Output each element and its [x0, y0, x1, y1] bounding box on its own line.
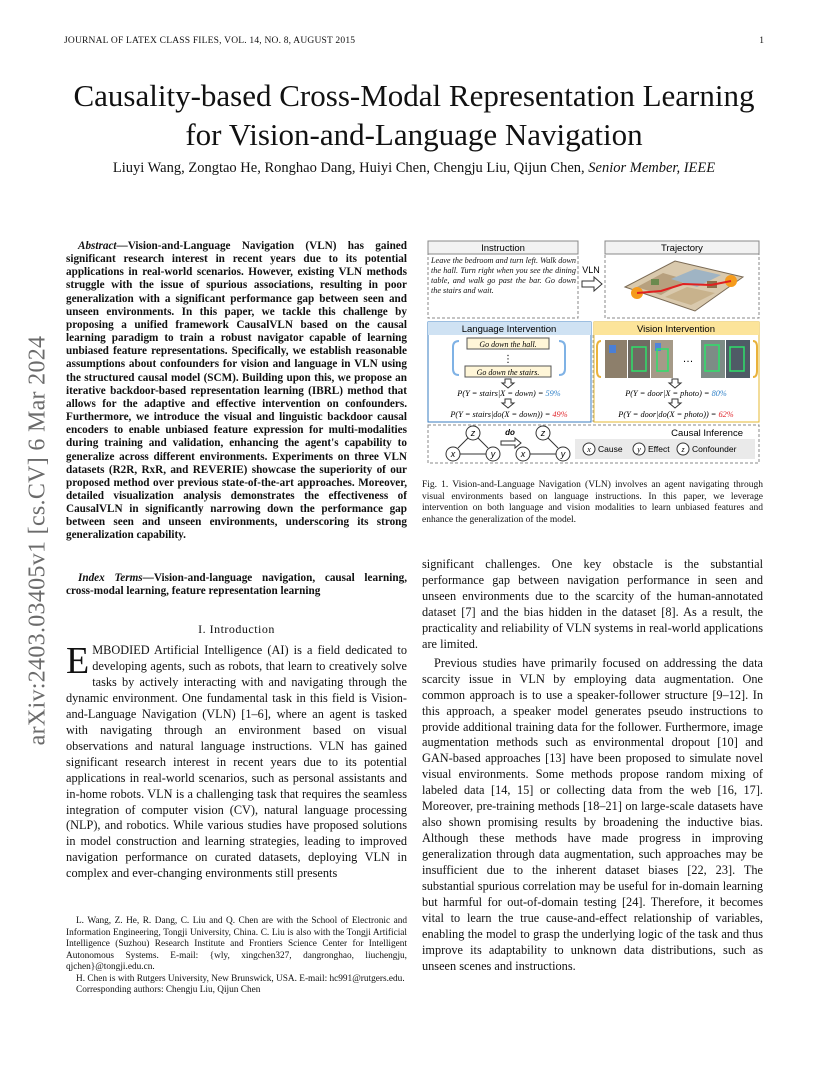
node-z-1: z — [470, 428, 476, 438]
instruction-text-box — [431, 256, 576, 318]
intro-paragraph — [66, 640, 407, 882]
causal-graph-after — [516, 426, 570, 461]
lang-prob-1-value: 59% — [545, 389, 561, 398]
author-list — [64, 160, 764, 177]
caption-text: Vision-and-Language Navigation (VLN) involves an agent navigating through visual environments based on language instructions. In this paper, we leverage intervention on both language and vision modalities to learn unbiased features and enhance the generalization of the model. — [422, 480, 763, 525]
vision-prob-1-expr: P(Y = door|X = photo) = — [625, 389, 712, 398]
vision-prob-1 — [624, 389, 727, 398]
instruction-title: Instruction — [481, 243, 525, 254]
journal-header: JOURNAL OF LATEX CLASS FILES, VOL. 14, NO. 8, AUGUST 2015 — [64, 36, 356, 46]
vision-prob-1-value: 80% — [711, 389, 727, 398]
do-arrow-icon — [501, 438, 521, 448]
figure-caption — [422, 480, 763, 526]
vision-prob-2 — [617, 410, 734, 419]
figure-1-svg — [425, 237, 762, 467]
instruction-text: Leave the bedroom and turn left. Walk down the hall. Turn right when you see the dining table, and walk go past the bar. Go down the stairs and wait. — [431, 256, 576, 295]
language-title: Language Intervention — [461, 324, 557, 335]
arxiv-stamp — [8, 292, 68, 802]
index-terms-label: Index Terms — [78, 572, 143, 584]
do-label: do — [505, 428, 515, 437]
vision-room-images — [605, 340, 750, 378]
abstract-label: Abstract — [78, 240, 117, 252]
node-y-1: y — [490, 449, 496, 459]
vision-title: Vision Intervention — [637, 324, 715, 335]
vision-prob-2-expr: P(Y = door|do(X = photo)) = — [618, 410, 719, 419]
lang-dots: ⋮ — [503, 354, 513, 365]
legend-items — [583, 443, 737, 455]
node-z-2: z — [540, 428, 546, 438]
vision-down-arrow-2-icon — [669, 399, 681, 408]
vln-arrow-icon — [582, 277, 602, 291]
vision-down-arrow-icon — [669, 379, 681, 388]
page-number: 1 — [759, 36, 764, 46]
figure-1 — [425, 237, 762, 467]
right-column-text — [422, 557, 763, 975]
footnote-affiliation: L. Wang, Z. He, R. Dang, C. Liu and Q. Chen are with the School of Electronic and Information Engineering, Tongji University, China. C. Liu is also with the Tongji Artificial Intelligence (Suzhou) Research Institute and Frontiers Science Center for Intelligent Autonomous Systems. E-mail: {wly, xingchen327, dangronghao, liuchengju, qjchen}@tongji.edu.cn. — [66, 916, 407, 972]
lang-prob-2-value: 49% — [552, 410, 568, 419]
legend-cause: Cause — [598, 444, 623, 454]
paper-title: Causality-based Cross-Modal Representation Learning for Vision-and-Language Navigation — [73, 78, 755, 152]
node-x-2: x — [520, 449, 526, 459]
trajectory-title: Trajectory — [661, 243, 703, 254]
index-terms — [66, 572, 407, 598]
col2-paragraph-1: significant challenges. One key obstacle is the substantial performance gap between navigation performance in seen and unseen environments due to the scarcity of the human-annotated dataset [7] and the bias hidden in the dataset [8]. As a result, the practicality and reliability of VLN systems in real-world applications are limited. — [422, 557, 763, 651]
arxiv-stamp-text: arXiv:2403.03405v1 [cs.CV] 6 Mar 2024 — [24, 335, 51, 746]
lang-down-arrow-icon — [502, 379, 514, 388]
legend-y-node: y — [637, 445, 641, 454]
causal-graph-before — [446, 426, 500, 461]
vision-prob-2-value: 62% — [718, 410, 734, 419]
lang-prob-2 — [449, 410, 567, 419]
lang-prob-1-expr: P(Y = stairs|X = down) = — [457, 389, 546, 398]
legend-confounder: Confounder — [692, 444, 737, 454]
vision-dots: … — [682, 353, 694, 365]
drop-cap: E — [66, 640, 90, 682]
abstract-text: —Vision-and-Language Navigation (VLN) has gained significant research interest in recent years due to its potential applications in real-world scenarios. However, existing VLN methods struggle with the issue of spurious associations, resulting in poor generalization with a significant performance gap between seen and unseen environments. In this paper, we tackle this challenge by proposing a unified framework CausalVLN based on the causal learning paradigm to train a robust navigator capable of learning unbiased feature representations. Specifically, we establish reasonable assumptions about confounders for vision and language in VLN using the structured causal model (SCM). Building upon this, we propose an iterative backdoor-based representation learning (IBRL) method that allows for the adaptive and effective intervention on confounders. Furthermore, we introduce the visual and linguistic backdoor causal encoders to enable unbiased feature expression for multi-modalities during training and validation, enhancing the agent's capability to generalize across different environments. Experiments on three VLN datasets (R2R, RxR, and REVERIE) showcase the superiority of our proposed method over previous state-of-the-art approaches. Moreover, detailed visualization analysis demonstrates the effectiveness of CausalVLN in significantly narrowing down the performance gap between seen and unseen environments, underscoring its strong generalization capability. — [66, 240, 407, 542]
intro-text: MBODIED Artificial Intelligence (AI) is a field dedicated to developing agents, such as robots, that learn to creatively solve tasks by actively interacting with and navigating through the dynamic environment. One fundamental task in this field is Vision-and-Language Navigation (VLN) [1–6], where an agent is tasked with navigating through an environment based on visual observations and natural language instructions. VLN has gained significant research interest in recent years due to its potential applications in real-world scenarios, such as personal assistants and in-home robots. VLN is a challenging task that requires the seamless integration of computer vision (CV), natural language processing (NLP), and robotics. While various studies have proposed solutions in model construction and learning strategies, leading to improved navigation performance on curated datasets, deploying VLN in complex and ever-changing environments still presents — [66, 643, 407, 881]
lang-option-1-text: Go down the hall. — [479, 340, 537, 349]
legend-z-node: z — [681, 445, 685, 454]
lang-prob-2-expr: P(Y = stairs|do(X = down)) = — [450, 410, 553, 419]
lang-prob-1 — [456, 389, 561, 398]
footnotes — [66, 916, 407, 997]
col2-paragraph-2: Previous studies have primarily focused on addressing the data scarcity issue in VLN by employing data augmentation. One common approach is to use a speaker-follower structure [9–12]. In this approach, a speaker model generates pseudo instructions to provide additional training data for the follower. Furthermore, image augmentation methods such as environmental dropout [10] and GAN-based approaches [13] have been proposed to simulate novel visual environments. Some methods propose random mixing of labeled data [14, 15] or collecting data from the web [16, 17]. Moreover, pre-training methods [18–21] on large-scale datasets have also shown promising results by broadening the inductive bias. Although these methods have made progress in improving generalization through data augmentation, such approaches may be insufficient due to the inherent dataset biases [22, 23]. The substantial spurious correlation may be useful for in-domain learning but harmful for out-of-domain testing [24]. Therefore, it becomes vital to learn the true cause-and-effect relationship of variables, enabling the model to grasp the underlying logic of the task and thus improve its adaptability to unknown data distributions, such as unseen scenes and instructions. — [422, 655, 763, 973]
section-heading: I. Introduction — [198, 622, 275, 636]
footnote-corresponding: Corresponding authors: Chengju Liu, Qijun Chen — [76, 985, 261, 995]
caption-label: Fig. 1. — [422, 480, 449, 490]
footnote-rutgers: H. Chen is with Rutgers University, New Brunswick, USA. E-mail: hc991@rutgers.edu. — [76, 973, 405, 984]
lang-down-arrow-2-icon — [502, 399, 514, 408]
lang-option-2-text: Go down the stairs. — [476, 368, 540, 377]
author-names: Liuyi Wang, Zongtao He, Ronghao Dang, Huiyi Chen, Chengju Liu, Qijun Chen, — [112, 160, 585, 176]
legend-effect: Effect — [648, 444, 670, 454]
causal-title: Causal Inference — [671, 428, 743, 439]
legend-x-node: x — [587, 445, 591, 454]
author-suffix: Senior Member, IEEE — [588, 160, 716, 176]
node-x-1: x — [450, 449, 456, 459]
abstract — [66, 240, 407, 543]
house-floorplan-image — [625, 261, 743, 311]
vln-label: VLN — [582, 265, 600, 275]
node-y-2: y — [560, 449, 566, 459]
index-terms-text: —Vision-and-language navigation, causal learning, cross-modal learning, feature representation learning — [66, 572, 407, 598]
